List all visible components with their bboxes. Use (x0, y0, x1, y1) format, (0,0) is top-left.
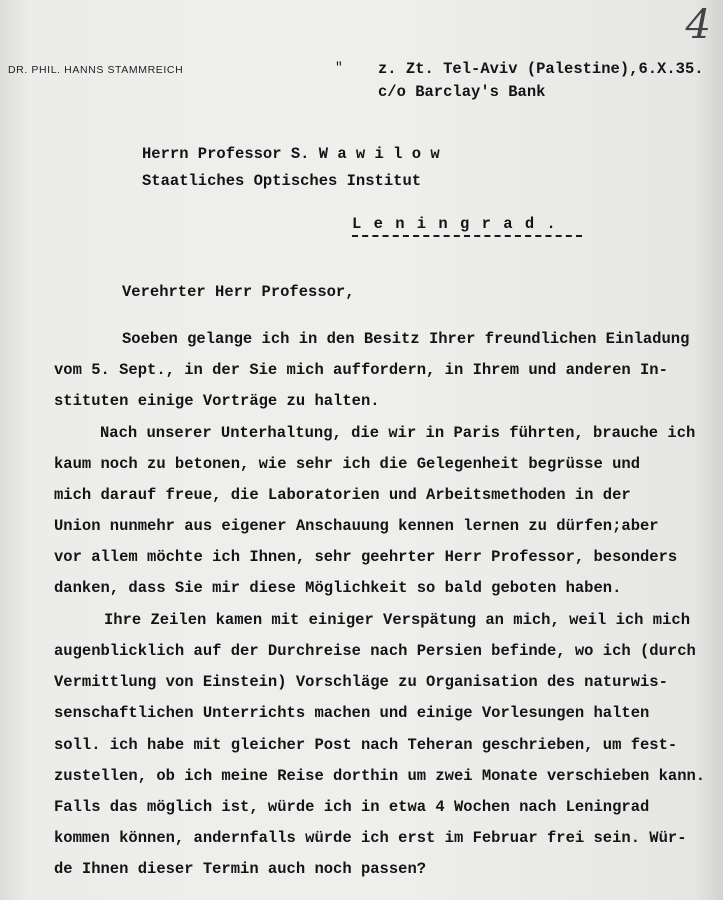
recipient-city: L e n i n g r a d . (352, 215, 558, 233)
letterhead: DR. PHIL. HANNS STAMMREICH (8, 64, 184, 76)
body-line: Union nunmehr aus eigener Anschauung kennen lernen zu dürfen;aber (54, 517, 659, 535)
page-number: 4 (685, 2, 711, 48)
body-line: Nach unserer Unterhaltung, die wir in Paris führten, brauche ich (100, 424, 696, 442)
body-line: kaum noch zu betonen, wie sehr ich die Gelegenheit begrüsse und (54, 455, 640, 473)
body-line: de Ihnen dieser Termin auch noch passen? (54, 860, 427, 878)
quote-mark: " (335, 60, 343, 75)
body-line: Falls das möglich ist, würde ich in etwa 4 Wochen nach Leningrad (54, 798, 650, 816)
bank-address: c/o Barclay's Bank (378, 83, 546, 101)
recipient-name: Herrn Professor S. W a w i l o w (142, 145, 440, 163)
body-line: Ihre Zeilen kamen mit einiger Verspätung an mich, weil ich mich (104, 611, 690, 629)
recipient-institute: Staatliches Optisches Institut (142, 172, 422, 190)
body-line: soll. ich habe mit gleicher Post nach Teheran geschrieben, um fest- (54, 736, 678, 754)
body-line: kommen können, andernfalls würde ich erst im Februar frei sein. Wür- (54, 829, 687, 847)
place-date: z. Zt. Tel-Aviv (Palestine),6.X.35. (378, 60, 704, 78)
body-line: stituten einige Vorträge zu halten. (54, 392, 380, 410)
body-line: vor allem möchte ich Ihnen, sehr geehrter Herr Professor, besonders (54, 548, 678, 566)
city-underline (352, 235, 582, 237)
body-line: vom 5. Sept., in der Sie mich auffordern, in Ihrem und anderen In- (54, 361, 668, 379)
body-line: senschaftlichen Unterrichts machen und einige Vorlesungen halten (54, 704, 650, 722)
body-line: mich darauf freue, die Laboratorien und Arbeitsmethoden in der (54, 486, 631, 504)
salutation: Verehrter Herr Professor, (122, 283, 355, 301)
body-line: augenblicklich auf der Durchreise nach Persien befinde, wo ich (durch (54, 642, 696, 660)
body-line: Soeben gelange ich in den Besitz Ihrer freundlichen Einladung (122, 330, 690, 348)
body-line: Vermittlung von Einstein) Vorschläge zu Organisation des naturwis- (54, 673, 668, 691)
body-line: zustellen, ob ich meine Reise dorthin um zwei Monate verschieben kann. (54, 767, 706, 785)
body-line: danken, dass Sie mir diese Möglichkeit so bald geboten haben. (54, 579, 622, 597)
